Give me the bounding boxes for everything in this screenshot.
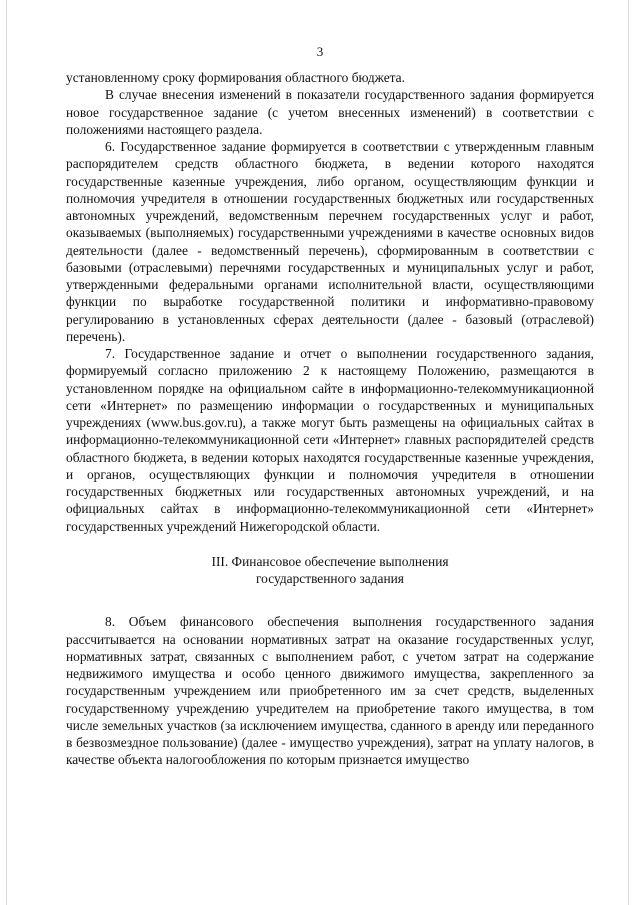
section-heading [66, 553, 594, 588]
paragraph-6: 6. Государственное задание формируется в соответствии с утвержденным главным распорядителем средств областного бюджета, в ведении которого находятся государственные казенные учреждения, либо органом, осуществляющим функции и полномочия учредителя в отношении государственных бюджетных или государственных автономных учреждений, ведомственным перечнем государственных услуг и работ, оказываемых (выполняемых) государственными учреждениями в качестве основных видов деятельности (далее - ведомственный перечень), сформированным в соответствии с базовыми (отраслевыми) перечнями государственных и муниципальных услуг и работ, утвержденными федеральными органами исполнительной власти, осуществляющими функции по выработке государственной политики и информативно-правовому регулированию в установленных сферах деятельности (далее - базовый (отраслевой) перечень). [66, 139, 594, 344]
document-body [66, 69, 594, 769]
section-heading-line-2: государственного задания [256, 571, 404, 586]
paragraph-changes: В случае внесения изменений в показатели государственного задания формируется новое государственное задание (с учетом внесенных изменений) в соответствии с положениями настоящего раздела. [66, 87, 594, 137]
page-number: 3 [316, 44, 324, 59]
section-heading-line-1: III. Финансовое обеспечение выполнения [211, 553, 449, 569]
right-scan-edge [628, 0, 629, 905]
paragraph-continuation: установленному сроку формирования областного бюджета. [66, 70, 405, 85]
left-scan-edge [6, 0, 7, 905]
paragraph-7: 7. Государственное задание и отчет о выполнении государственного задания, формируемый согласно приложению 2 к настоящему Положению, размещаются в установленном порядке на официальном сайте в информационно-телекоммуникационной сети «Интернет» по размещению информации о государственных и муниципальных учреждениях (www.bus.gov.ru), а также могут быть размещены на официальных сайтах в информационно-телекоммуникационной сети «Интернет» главных распорядителей средств областного бюджета, в ведении которых находятся государственные казенные учреждения, и органов, осуществляющих функции и полномочия учредителя в отношении государственных бюджетных или государственных автономных учреждений, и на официальных сайтах в информационно-телекоммуникационной сети «Интернет» государственных учреждений Нижегородской области. [66, 346, 594, 534]
paragraph-8: 8. Объем финансового обеспечения выполнения государственного задания рассчитывается на основании нормативных затрат на оказание государственных услуг, нормативных затрат, связанных с выполнением работ, с учетом затрат на содержание недвижимого имущества и особо ценного движимого имущества, закрепленного за государственным учреждением или приобретенного им за счет средств, выделенных государственному учреждению учредителем на приобретение такого имущества, в том числе земельных участков (за исключением имущества, сданного в аренду или переданного в безвозмездное пользование) (далее - имущество учреждения), затрат на уплату налогов, в качестве объекта налогообложения по которым признается имущество [66, 614, 594, 768]
